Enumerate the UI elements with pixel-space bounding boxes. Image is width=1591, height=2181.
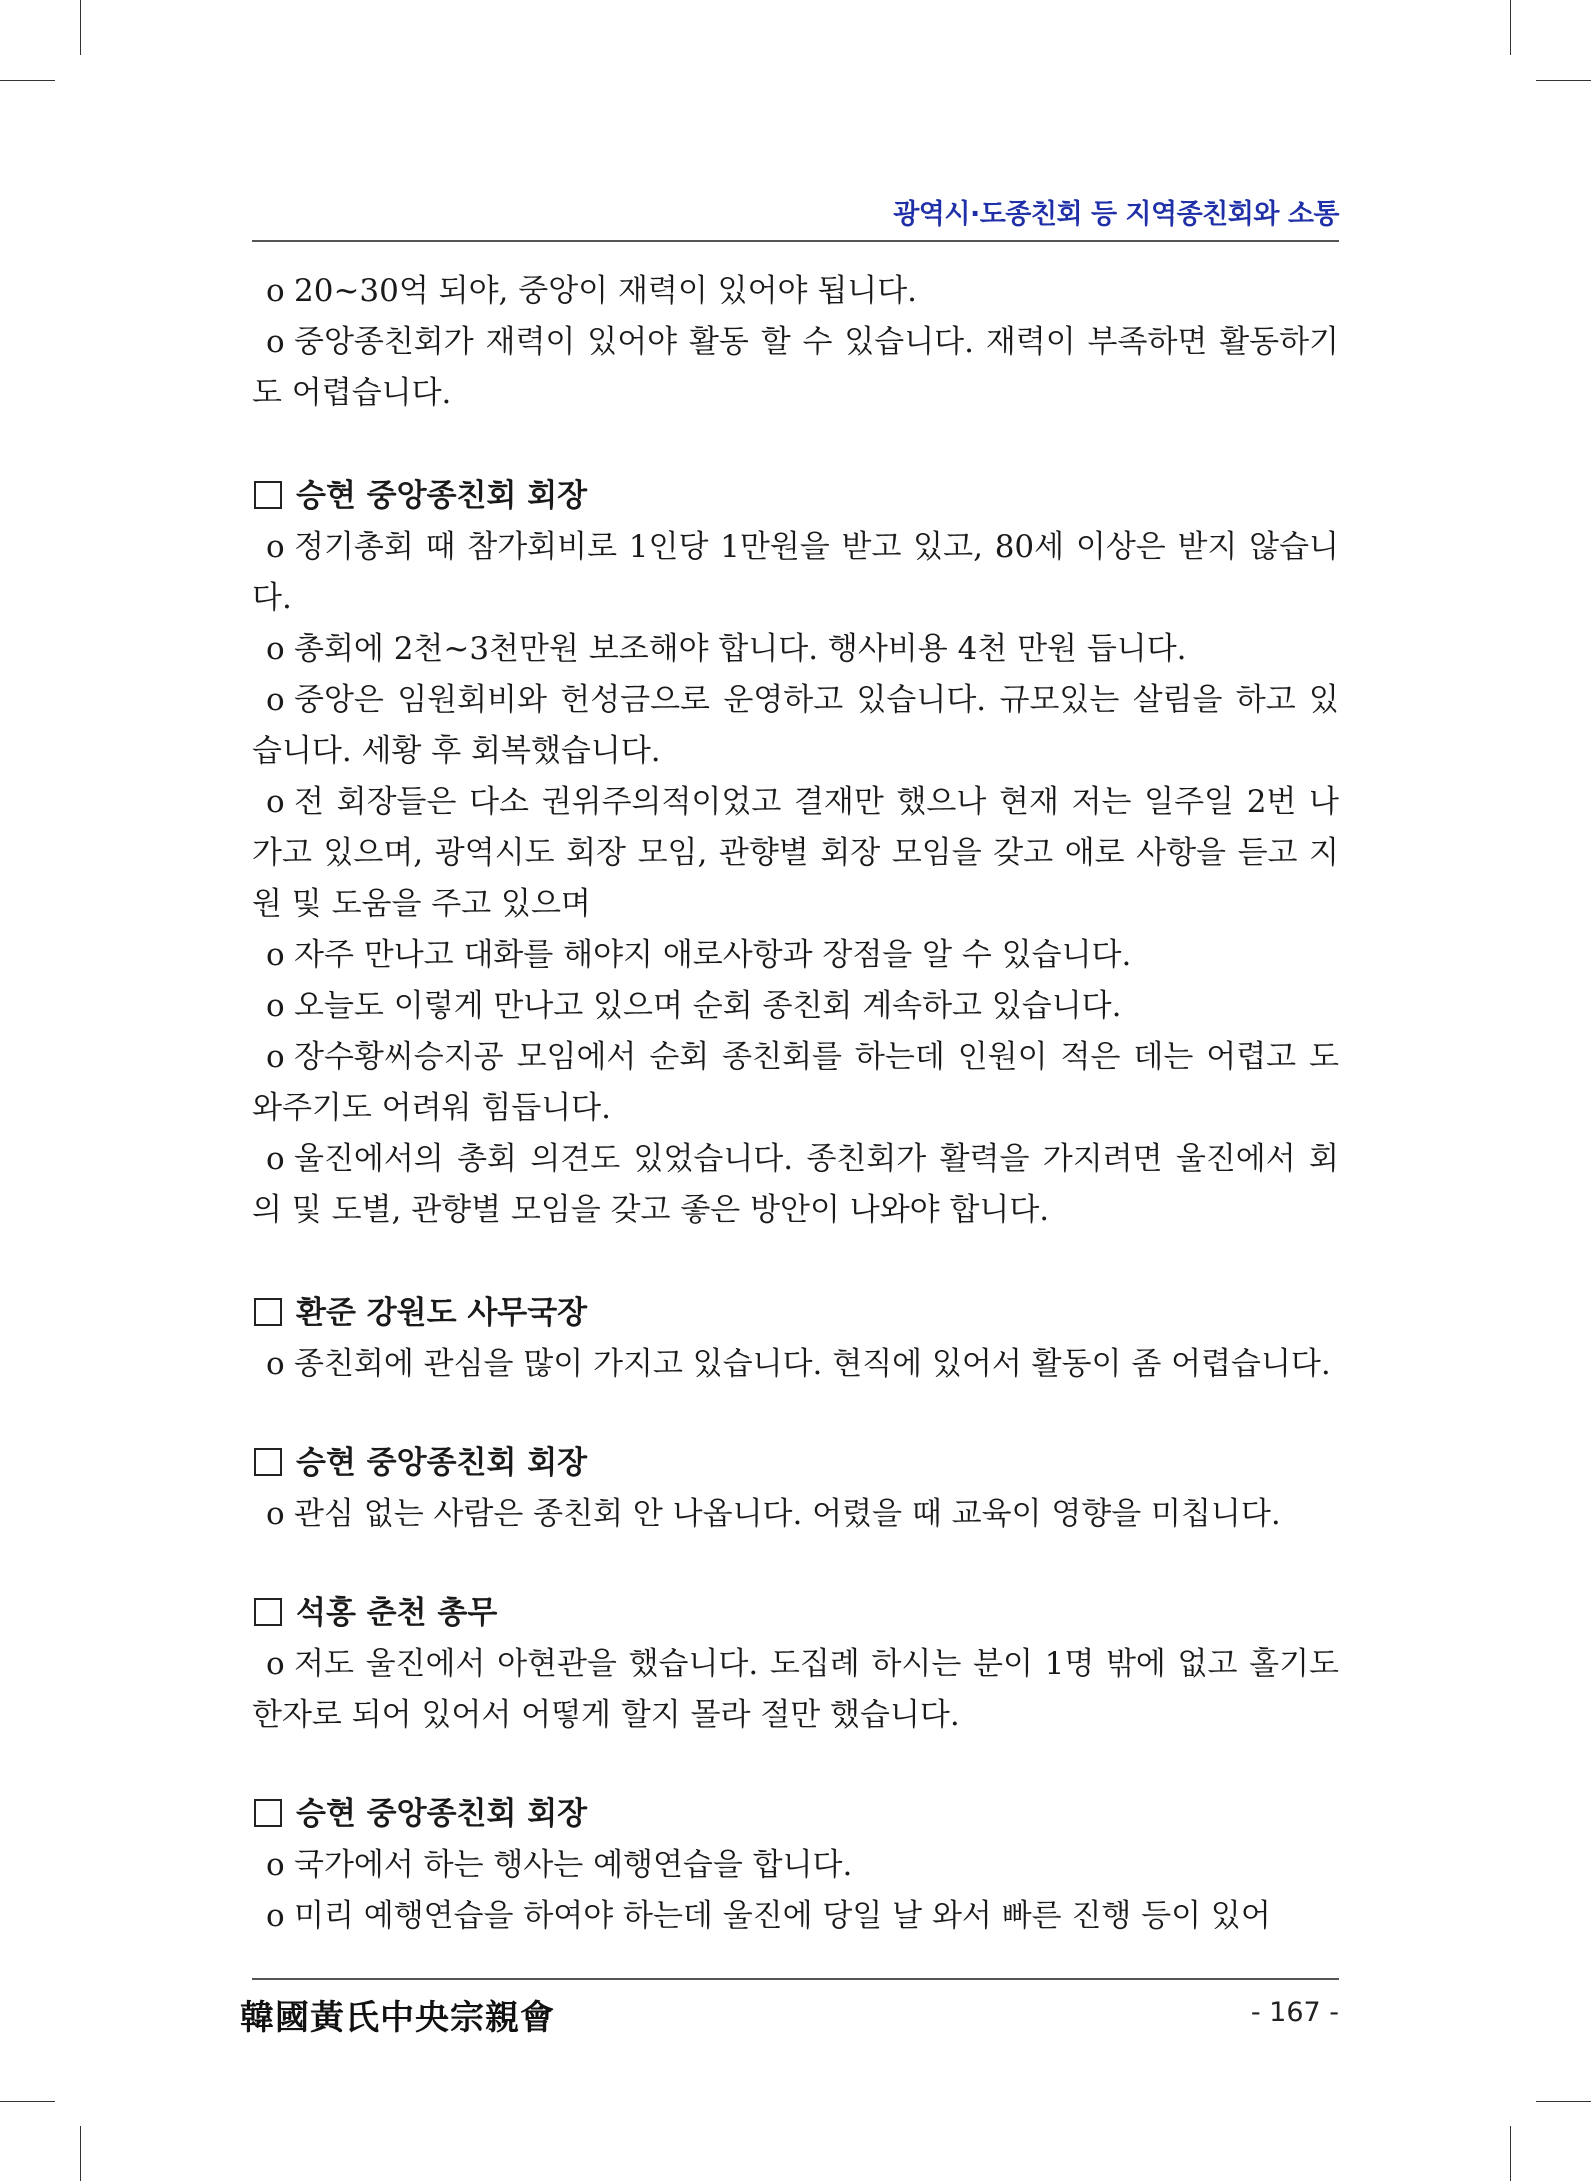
- spacer: [252, 419, 1339, 471]
- paragraph: o 20~30억 되야, 중앙이 재력이 있어야 됩니다.: [252, 266, 1339, 317]
- spacer: [252, 1741, 1339, 1789]
- bullet: o: [266, 682, 285, 718]
- paragraph: o 총회에 2천~3천만원 보조해야 합니다. 행사비용 4천 만원 듭니다.: [252, 624, 1339, 675]
- checkbox-square-icon: [254, 1448, 282, 1476]
- paragraph: o 울진에서의 총회 의견도 있었습니다. 종친회가 활력을 가지려면 울진에서 회의 및 도별, 관향별 모임을 갖고 좋은 방안이 나와야 합니다.: [252, 1134, 1339, 1236]
- paragraph: o 중앙은 임원회비와 헌성금으로 운영하고 있습니다. 규모있는 살림을 하고 있습니다. 세황 후 회복했습니다.: [252, 675, 1339, 777]
- crop-mark: [1536, 80, 1591, 81]
- paragraph: o 오늘도 이렇게 만나고 있으며 순회 종친회 계속하고 있습니다.: [252, 981, 1339, 1032]
- section-heading: 승현 중앙종친회 회장: [252, 1789, 1339, 1840]
- checkbox-square-icon: [254, 481, 282, 509]
- footer-rule: [252, 1978, 1339, 1980]
- bullet: o: [266, 1141, 285, 1177]
- section-heading: 승현 중앙종친회 회장: [252, 1438, 1339, 1489]
- crop-mark: [1510, 2126, 1511, 2181]
- bullet: o: [266, 1496, 285, 1532]
- bullet: o: [266, 1039, 285, 1075]
- header-rule: [252, 240, 1339, 242]
- crop-mark: [80, 2126, 81, 2181]
- crop-mark: [80, 0, 81, 55]
- paragraph: o 전 회장들은 다소 권위주의적이었고 결재만 했으나 현재 저는 일주일 2번 나가고 있으며, 광역시도 회장 모임, 관향별 회장 모임을 갖고 애로 사항을 듣고 지원 및 도움을 주고 있으며: [252, 777, 1339, 930]
- bullet: o: [266, 273, 285, 309]
- bullet: o: [266, 1646, 285, 1682]
- bullet: o: [266, 529, 285, 565]
- checkbox-square-icon: [254, 1298, 282, 1326]
- spacer: [252, 1540, 1339, 1588]
- paragraph: o 종친회에 관심을 많이 가지고 있습니다. 현직에 있어서 활동이 좀 어렵습니다.: [252, 1339, 1339, 1390]
- paragraph: o 장수황씨승지공 모임에서 순회 종친회를 하는데 인원이 적은 데는 어렵고 도와주기도 어려워 힘듭니다.: [252, 1032, 1339, 1134]
- page-number: - 167 -: [1250, 1997, 1339, 2028]
- bullet: o: [266, 784, 285, 820]
- crop-mark: [1536, 2101, 1591, 2102]
- checkbox-square-icon: [254, 1598, 282, 1626]
- running-header: 광역시·도종친회 등 지역종친회와 소통: [893, 199, 1339, 230]
- page-body: [252, 266, 1339, 1942]
- crop-mark: [0, 80, 55, 81]
- spacer: [252, 1390, 1339, 1438]
- section-heading: 환준 강원도 사무국장: [252, 1288, 1339, 1339]
- bullet: o: [266, 324, 285, 360]
- bullet: o: [266, 631, 285, 667]
- paragraph: o 중앙종친회가 재력이 있어야 활동 할 수 있습니다. 재력이 부족하면 활동하기도 어렵습니다.: [252, 317, 1339, 419]
- spacer: [252, 1236, 1339, 1288]
- section-heading: 석홍 춘천 총무: [252, 1588, 1339, 1639]
- paragraph: o 미리 예행연습을 하여야 하는데 울진에 당일 날 와서 빠른 진행 등이 있어: [252, 1891, 1339, 1942]
- crop-mark: [0, 2101, 55, 2102]
- bullet: o: [266, 937, 285, 973]
- section-heading: 승현 중앙종친회 회장: [252, 471, 1339, 522]
- checkbox-square-icon: [254, 1799, 282, 1827]
- crop-mark: [1510, 0, 1511, 55]
- paragraph: o 자주 만나고 대화를 해야지 애로사항과 장점을 알 수 있습니다.: [252, 930, 1339, 981]
- paragraph: o 국가에서 하는 행사는 예행연습을 합니다.: [252, 1840, 1339, 1891]
- bullet: o: [266, 1346, 285, 1382]
- paragraph: o 정기총회 때 참가회비로 1인당 1만원을 받고 있고, 80세 이상은 받지 않습니다.: [252, 522, 1339, 624]
- bullet: o: [266, 1847, 285, 1883]
- paragraph: o 저도 울진에서 아현관을 했습니다. 도집례 하시는 분이 1명 밖에 없고 홀기도 한자로 되어 있어서 어떻게 할지 몰라 절만 했습니다.: [252, 1639, 1339, 1741]
- organization-logo: 韓國黃氏中央宗親會: [240, 1998, 555, 2038]
- bullet: o: [266, 988, 285, 1024]
- bullet: o: [266, 1898, 285, 1934]
- paragraph: o 관심 없는 사람은 종친회 안 나옵니다. 어렸을 때 교육이 영향을 미칩니다.: [252, 1489, 1339, 1540]
